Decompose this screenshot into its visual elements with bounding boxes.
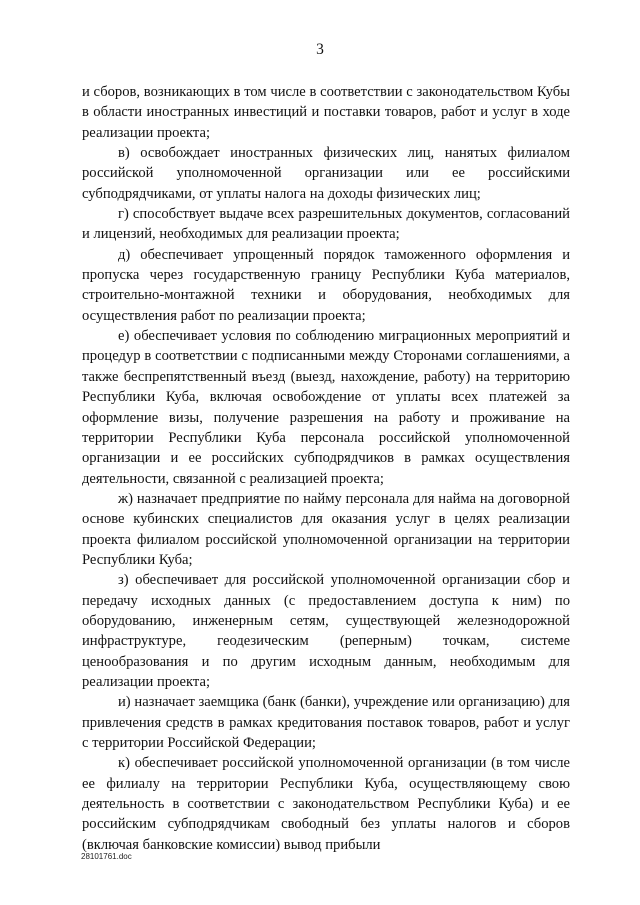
paragraph-item-z: з) обеспечивает для российской уполномоченной организации сбор и передачу исходных данных (с предоставлением доступа к ним) по оборудованию, инженерным сетям, существующей железнодорожной инфраструктуре, геодезическим (реперным) точкам, системе ценообразования и по другим исходным данным, необходимым для реализации проекта; bbox=[82, 572, 570, 690]
paragraph-item-e: е) обеспечивает условия по соблюдению миграционных мероприятий и процедур в соответствии с подписанными между Сторонами соглашениями, а также беспрепятственный въезд (выезд, нахождение, работу) на территорию Республики Куба, включая освобождение от уплаты всех платежей за оформление визы, получение разрешения на работу и проживание на территории Республики Куба персонала российской уполномоченной организации и ее российских субподрядчиков в рамках осуществления деятельности, связанной с реализацией проекта; bbox=[82, 328, 570, 487]
paragraph-item-d: д) обеспечивает упрощенный порядок таможенного оформления и пропуска через государственную границу Республики Куба материалов, строительно-монтажной техники и оборудования, необходимых для осуществления работ по реализации проекта; bbox=[82, 246, 570, 324]
paragraph-item-zh: ж) назначает предприятие по найму персонала для найма на договорной основе кубинских специалистов для оказания услуг в целях реализации проекта филиалом российской уполномоченной организации на территории Республики Куба; bbox=[82, 490, 570, 568]
paragraph-item-g: г) способствует выдаче всех разрешительных документов, согласований и лицензий, необходимых для реализации проекта; bbox=[82, 206, 570, 243]
footer-filename: 28101761.doc bbox=[81, 852, 132, 861]
page-number: 3 bbox=[316, 41, 324, 58]
paragraph-item-k: к) обеспечивает российской уполномоченной организации (в том числе ее филиалу на территории Республики Куба, осуществляющему свою деятельность в соответствии с законодательством Республики Куба) и ее российским субподрядчикам свободный без уплаты налогов и сборов (включая банковские комиссии) вывод прибыли bbox=[82, 755, 570, 853]
document-body bbox=[82, 82, 570, 855]
paragraph-continuation: и сборов, возникающих в том числе в соответствии с законодательством Кубы в области иностранных инвестиций и поставки товаров, работ и услуг в ходе реализации проекта; bbox=[82, 84, 570, 141]
paragraph-item-i: и) назначает заемщика (банк (банки), учреждение или организацию) для привлечения средств в рамках кредитования поставок товаров, работ и услуг с территории Российской Федерации; bbox=[82, 694, 570, 751]
paragraph-item-v: в) освобождает иностранных физических лиц, нанятых филиалом российской уполномоченной организации или ее российскими субподрядчиками, от уплаты налога на доходы физических лиц; bbox=[82, 145, 570, 202]
